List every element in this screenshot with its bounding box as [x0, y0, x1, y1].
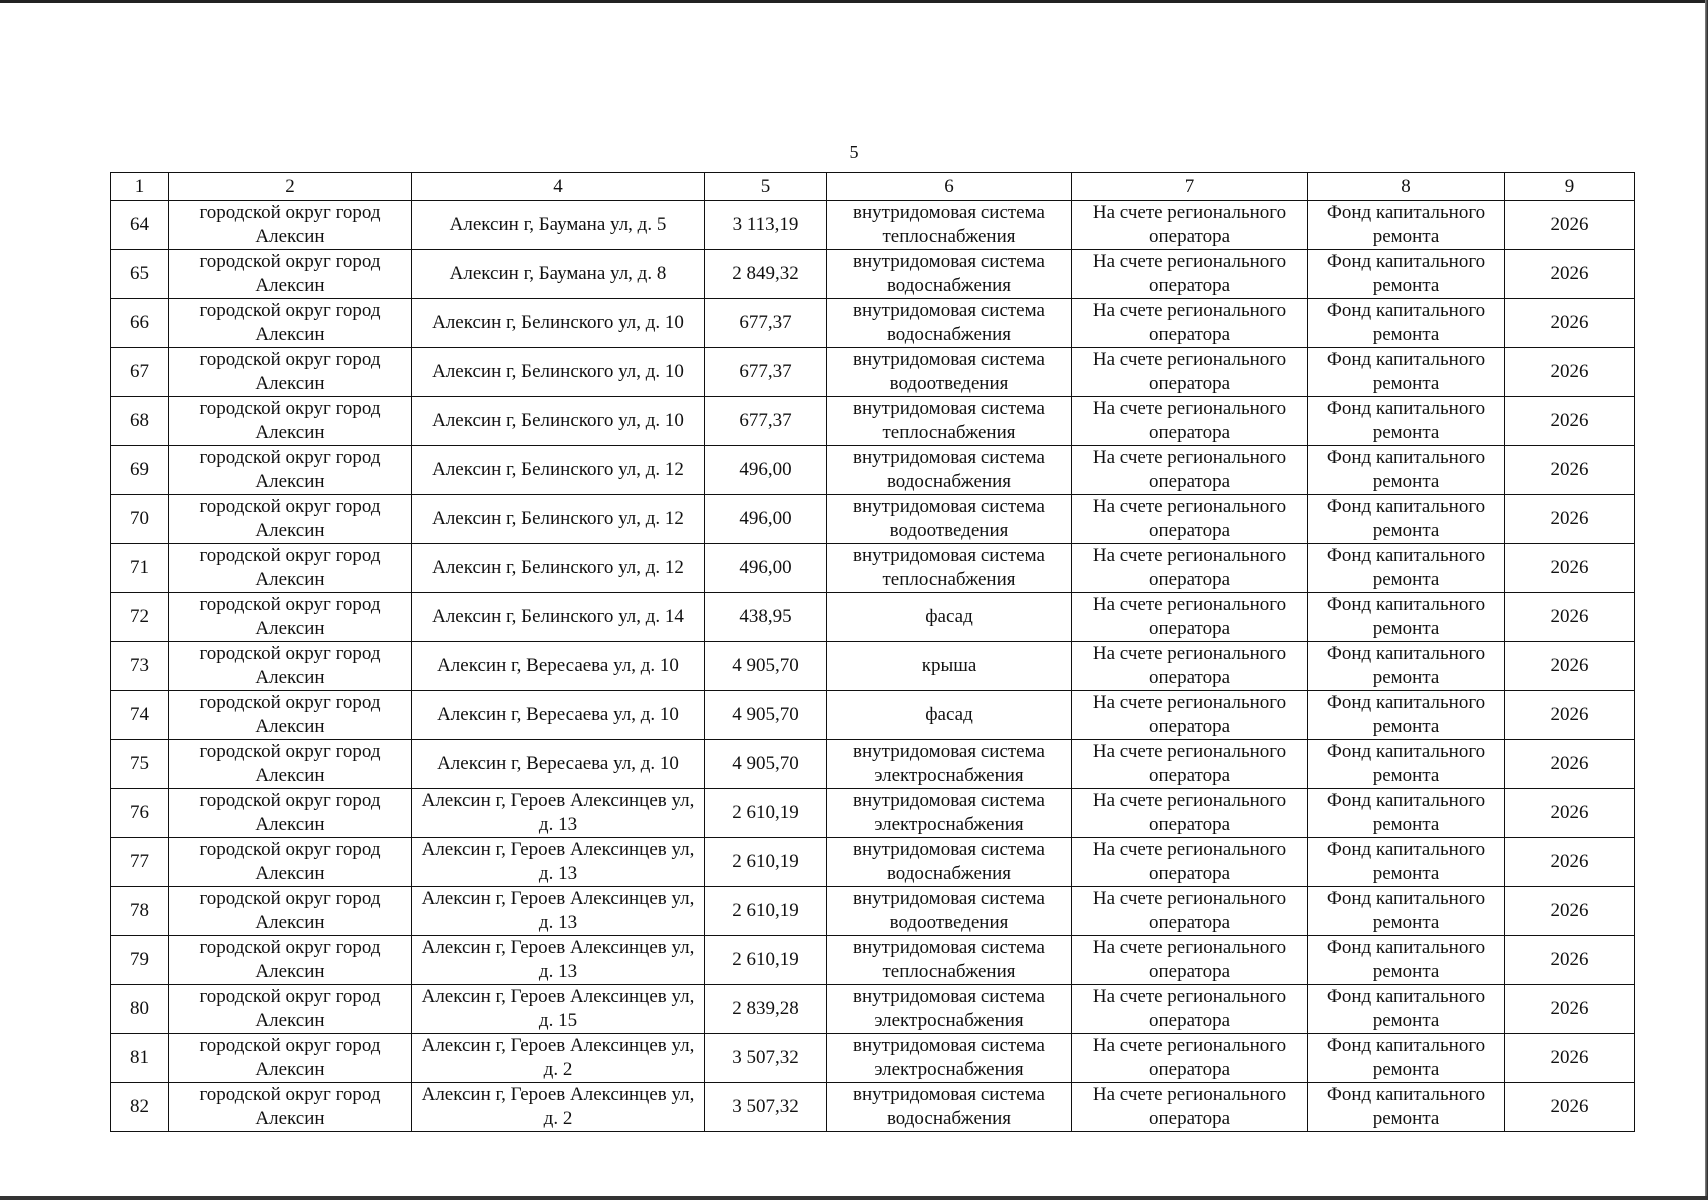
area-cell: 677,37: [705, 397, 827, 446]
scan-edge-top: [0, 0, 1708, 3]
funding-source-cell: Фонд капитального ремонта: [1308, 201, 1505, 250]
table-row: [111, 985, 1635, 1034]
municipality-cell: городской округ город Алексин: [169, 495, 412, 544]
table-row: [111, 495, 1635, 544]
column-header: 9: [1505, 173, 1635, 201]
address-cell: Алексин г, Белинского ул, д. 12: [412, 495, 705, 544]
area-cell: 2 610,19: [705, 789, 827, 838]
municipality-cell: городской округ город Алексин: [169, 299, 412, 348]
municipality-cell: городской округ город Алексин: [169, 250, 412, 299]
row-number-cell: 81: [111, 1034, 169, 1083]
account-cell: На счете регионального оператора: [1072, 299, 1308, 348]
row-number-cell: 70: [111, 495, 169, 544]
column-header: 1: [111, 173, 169, 201]
address-cell: Алексин г, Белинского ул, д. 12: [412, 544, 705, 593]
municipality-cell: городской округ город Алексин: [169, 887, 412, 936]
area-cell: 4 905,70: [705, 740, 827, 789]
work-type-cell: внутридомовая система водоотведения: [827, 887, 1072, 936]
municipality-cell: городской округ город Алексин: [169, 642, 412, 691]
area-cell: 2 610,19: [705, 936, 827, 985]
address-cell: Алексин г, Баумана ул, д. 8: [412, 250, 705, 299]
address-cell: Алексин г, Героев Алексинцев ул, д. 13: [412, 789, 705, 838]
address-cell: Алексин г, Белинского ул, д. 10: [412, 397, 705, 446]
area-cell: 677,37: [705, 299, 827, 348]
account-cell: На счете регионального оператора: [1072, 691, 1308, 740]
address-cell: Алексин г, Вересаева ул, д. 10: [412, 642, 705, 691]
table-row: [111, 1034, 1635, 1083]
work-type-cell: фасад: [827, 593, 1072, 642]
municipality-cell: городской округ город Алексин: [169, 789, 412, 838]
funding-source-cell: Фонд капитального ремонта: [1308, 348, 1505, 397]
row-number-cell: 74: [111, 691, 169, 740]
work-type-cell: внутридомовая система теплоснабжения: [827, 544, 1072, 593]
year-cell: 2026: [1505, 1083, 1635, 1132]
row-number-cell: 64: [111, 201, 169, 250]
funding-source-cell: Фонд капитального ремонта: [1308, 1034, 1505, 1083]
account-cell: На счете регионального оператора: [1072, 495, 1308, 544]
funding-source-cell: Фонд капитального ремонта: [1308, 985, 1505, 1034]
year-cell: 2026: [1505, 495, 1635, 544]
municipality-cell: городской округ город Алексин: [169, 348, 412, 397]
year-cell: 2026: [1505, 1034, 1635, 1083]
row-number-cell: 67: [111, 348, 169, 397]
municipality-cell: городской округ город Алексин: [169, 593, 412, 642]
work-type-cell: внутридомовая система теплоснабжения: [827, 936, 1072, 985]
year-cell: 2026: [1505, 936, 1635, 985]
year-cell: 2026: [1505, 446, 1635, 495]
repair-schedule-table: [110, 172, 1635, 1132]
year-cell: 2026: [1505, 740, 1635, 789]
row-number-cell: 79: [111, 936, 169, 985]
row-number-cell: 72: [111, 593, 169, 642]
work-type-cell: крыша: [827, 642, 1072, 691]
municipality-cell: городской округ город Алексин: [169, 985, 412, 1034]
address-cell: Алексин г, Героев Алексинцев ул, д. 13: [412, 838, 705, 887]
municipality-cell: городской округ город Алексин: [169, 544, 412, 593]
table-row: [111, 789, 1635, 838]
table-row: [111, 201, 1635, 250]
area-cell: 2 610,19: [705, 838, 827, 887]
column-header: 5: [705, 173, 827, 201]
area-cell: 3 507,32: [705, 1034, 827, 1083]
area-cell: 2 610,19: [705, 887, 827, 936]
year-cell: 2026: [1505, 348, 1635, 397]
address-cell: Алексин г, Героев Алексинцев ул, д. 13: [412, 936, 705, 985]
year-cell: 2026: [1505, 544, 1635, 593]
municipality-cell: городской округ город Алексин: [169, 691, 412, 740]
address-cell: Алексин г, Белинского ул, д. 14: [412, 593, 705, 642]
account-cell: На счете регионального оператора: [1072, 544, 1308, 593]
address-cell: Алексин г, Героев Алексинцев ул, д. 2: [412, 1083, 705, 1132]
municipality-cell: городской округ город Алексин: [169, 936, 412, 985]
year-cell: 2026: [1505, 642, 1635, 691]
area-cell: 438,95: [705, 593, 827, 642]
table-row: [111, 544, 1635, 593]
row-number-cell: 75: [111, 740, 169, 789]
address-cell: Алексин г, Героев Алексинцев ул, д. 13: [412, 887, 705, 936]
work-type-cell: внутридомовая система электроснабжения: [827, 985, 1072, 1034]
area-cell: 3 113,19: [705, 201, 827, 250]
area-cell: 677,37: [705, 348, 827, 397]
funding-source-cell: Фонд капитального ремонта: [1308, 740, 1505, 789]
header-row: [111, 173, 1635, 201]
work-type-cell: внутридомовая система водоотведения: [827, 348, 1072, 397]
year-cell: 2026: [1505, 397, 1635, 446]
year-cell: 2026: [1505, 250, 1635, 299]
row-number-cell: 65: [111, 250, 169, 299]
row-number-cell: 82: [111, 1083, 169, 1132]
area-cell: 2 839,28: [705, 985, 827, 1034]
row-number-cell: 71: [111, 544, 169, 593]
year-cell: 2026: [1505, 691, 1635, 740]
address-cell: Алексин г, Белинского ул, д. 10: [412, 299, 705, 348]
table-row: [111, 299, 1635, 348]
work-type-cell: внутридомовая система электроснабжения: [827, 1034, 1072, 1083]
account-cell: На счете регионального оператора: [1072, 887, 1308, 936]
account-cell: На счете регионального оператора: [1072, 446, 1308, 495]
funding-source-cell: Фонд капитального ремонта: [1308, 495, 1505, 544]
area-cell: 4 905,70: [705, 691, 827, 740]
account-cell: На счете регионального оператора: [1072, 201, 1308, 250]
row-number-cell: 76: [111, 789, 169, 838]
account-cell: На счете регионального оператора: [1072, 1083, 1308, 1132]
funding-source-cell: Фонд капитального ремонта: [1308, 446, 1505, 495]
funding-source-cell: Фонд капитального ремонта: [1308, 544, 1505, 593]
address-cell: Алексин г, Героев Алексинцев ул, д. 2: [412, 1034, 705, 1083]
table-row: [111, 1083, 1635, 1132]
account-cell: На счете регионального оператора: [1072, 789, 1308, 838]
year-cell: 2026: [1505, 985, 1635, 1034]
row-number-cell: 68: [111, 397, 169, 446]
table-row: [111, 887, 1635, 936]
row-number-cell: 69: [111, 446, 169, 495]
account-cell: На счете регионального оператора: [1072, 985, 1308, 1034]
table-row: [111, 250, 1635, 299]
column-header: 8: [1308, 173, 1505, 201]
table-row: [111, 642, 1635, 691]
row-number-cell: 77: [111, 838, 169, 887]
table-row: [111, 691, 1635, 740]
account-cell: На счете регионального оператора: [1072, 1034, 1308, 1083]
account-cell: На счете регионального оператора: [1072, 642, 1308, 691]
funding-source-cell: Фонд капитального ремонта: [1308, 838, 1505, 887]
address-cell: Алексин г, Вересаева ул, д. 10: [412, 691, 705, 740]
work-type-cell: внутридомовая система водоотведения: [827, 495, 1072, 544]
year-cell: 2026: [1505, 593, 1635, 642]
row-number-cell: 80: [111, 985, 169, 1034]
account-cell: На счете регионального оператора: [1072, 250, 1308, 299]
table-row: [111, 397, 1635, 446]
funding-source-cell: Фонд капитального ремонта: [1308, 250, 1505, 299]
area-cell: 496,00: [705, 495, 827, 544]
account-cell: На счете регионального оператора: [1072, 348, 1308, 397]
year-cell: 2026: [1505, 789, 1635, 838]
work-type-cell: внутридомовая система теплоснабжения: [827, 397, 1072, 446]
area-cell: 496,00: [705, 446, 827, 495]
year-cell: 2026: [1505, 299, 1635, 348]
municipality-cell: городской округ город Алексин: [169, 201, 412, 250]
municipality-cell: городской округ город Алексин: [169, 446, 412, 495]
column-header: 7: [1072, 173, 1308, 201]
account-cell: На счете регионального оператора: [1072, 740, 1308, 789]
municipality-cell: городской округ город Алексин: [169, 397, 412, 446]
funding-source-cell: Фонд капитального ремонта: [1308, 936, 1505, 985]
work-type-cell: внутридомовая система водоснабжения: [827, 250, 1072, 299]
year-cell: 2026: [1505, 887, 1635, 936]
address-cell: Алексин г, Белинского ул, д. 10: [412, 348, 705, 397]
municipality-cell: городской округ город Алексин: [169, 1083, 412, 1132]
municipality-cell: городской округ город Алексин: [169, 1034, 412, 1083]
work-type-cell: внутридомовая система электроснабжения: [827, 740, 1072, 789]
page-number: 5: [849, 142, 859, 162]
account-cell: На счете регионального оператора: [1072, 593, 1308, 642]
funding-source-cell: Фонд капитального ремонта: [1308, 1083, 1505, 1132]
year-cell: 2026: [1505, 201, 1635, 250]
column-header: 4: [412, 173, 705, 201]
address-cell: Алексин г, Баумана ул, д. 5: [412, 201, 705, 250]
work-type-cell: фасад: [827, 691, 1072, 740]
area-cell: 4 905,70: [705, 642, 827, 691]
area-cell: 496,00: [705, 544, 827, 593]
funding-source-cell: Фонд капитального ремонта: [1308, 397, 1505, 446]
row-number-cell: 73: [111, 642, 169, 691]
work-type-cell: внутридомовая система теплоснабжения: [827, 201, 1072, 250]
table-row: [111, 838, 1635, 887]
work-type-cell: внутридомовая система водоснабжения: [827, 299, 1072, 348]
scan-edge-bottom: [0, 1196, 1708, 1200]
year-cell: 2026: [1505, 838, 1635, 887]
table-row: [111, 740, 1635, 789]
account-cell: На счете регионального оператора: [1072, 838, 1308, 887]
table-row: [111, 446, 1635, 495]
funding-source-cell: Фонд капитального ремонта: [1308, 789, 1505, 838]
table-row: [111, 593, 1635, 642]
funding-source-cell: Фонд капитального ремонта: [1308, 642, 1505, 691]
table-row: [111, 348, 1635, 397]
account-cell: На счете регионального оператора: [1072, 397, 1308, 446]
area-cell: 2 849,32: [705, 250, 827, 299]
row-number-cell: 66: [111, 299, 169, 348]
work-type-cell: внутридомовая система водоснабжения: [827, 838, 1072, 887]
funding-source-cell: Фонд капитального ремонта: [1308, 887, 1505, 936]
column-header: 6: [827, 173, 1072, 201]
municipality-cell: городской округ город Алексин: [169, 838, 412, 887]
work-type-cell: внутридомовая система водоснабжения: [827, 446, 1072, 495]
column-header: 2: [169, 173, 412, 201]
address-cell: Алексин г, Героев Алексинцев ул, д. 15: [412, 985, 705, 1034]
municipality-cell: городской округ город Алексин: [169, 740, 412, 789]
address-cell: Алексин г, Вересаева ул, д. 10: [412, 740, 705, 789]
account-cell: На счете регионального оператора: [1072, 936, 1308, 985]
row-number-cell: 78: [111, 887, 169, 936]
table-row: [111, 936, 1635, 985]
funding-source-cell: Фонд капитального ремонта: [1308, 691, 1505, 740]
work-type-cell: внутридомовая система электроснабжения: [827, 789, 1072, 838]
address-cell: Алексин г, Белинского ул, д. 12: [412, 446, 705, 495]
area-cell: 3 507,32: [705, 1083, 827, 1132]
funding-source-cell: Фонд капитального ремонта: [1308, 593, 1505, 642]
work-type-cell: внутридомовая система водоснабжения: [827, 1083, 1072, 1132]
funding-source-cell: Фонд капитального ремонта: [1308, 299, 1505, 348]
